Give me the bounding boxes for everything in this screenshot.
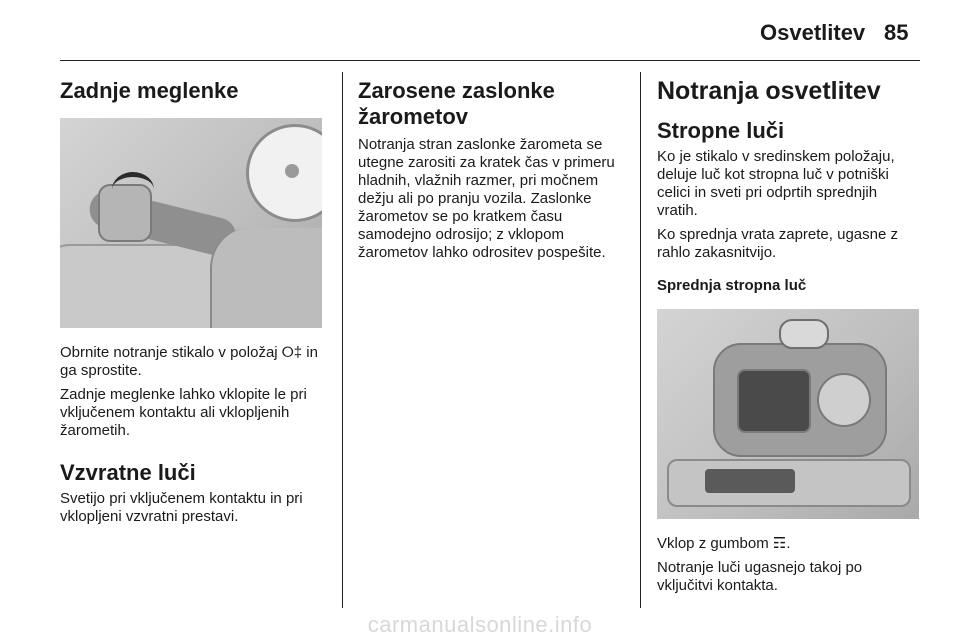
column-3 <box>657 72 919 595</box>
column-2 <box>358 72 626 262</box>
speedometer-gauge <box>246 124 322 222</box>
lamp-cutout <box>817 373 871 427</box>
rear-fog-switch-illustration <box>60 118 322 328</box>
section-heading-reversing-lights: Vzvratne luči <box>60 460 196 485</box>
section-heading-fogged-headlamps: Zarosene zaslonke žarometov <box>358 78 555 129</box>
column-1 <box>60 72 328 526</box>
watermark: carmanualsonline.info <box>367 612 593 637</box>
ceiling-lights-text-1: Ko je stikalo v sredinskem položaju, deluje luč kot stropna luč v potniški celici in sveti pri odprtih sprednjih vratih. <box>657 148 895 219</box>
subheading-front-ceiling-light: Sprednja stropna luč <box>657 277 807 294</box>
gauge-hub <box>285 164 299 178</box>
fogged-headlamps-text: Notranja stran zaslonke žarometa se utegne zarositi za kratek čas v primeru hladnih, vlažnih razmer, pri močnem dežju ali po pranju vozila. Zaslonke žarometov se po kratkem času samodejno odrosijo; z vklopom žarometov lahko odrositev pospešite. <box>358 136 615 261</box>
subheading-ceiling-lights: Stropne luči <box>657 118 785 143</box>
light-switch-button <box>779 319 829 349</box>
reversing-lights-text: Svetijo pri vključenem kontaktu in pri vklopljeni vzvratni prestavi. <box>60 490 303 525</box>
section-heading-rear-fog: Zadnje meglenke <box>60 78 239 103</box>
lamp-lens <box>737 369 811 433</box>
rotate-arrow-icon <box>112 172 154 207</box>
front-light-instruction: Vklop z gumbom ☶. <box>657 535 791 552</box>
section-heading-interior-lighting: Notranja osvetlitev <box>657 77 881 105</box>
page-header-title: Osvetlitev <box>760 20 866 45</box>
header-rule <box>60 60 920 61</box>
interior-lights-off-text: Notranje luči ugasnejo takoj po vključitvi kontakta. <box>657 559 863 594</box>
visor-mirror <box>705 469 795 493</box>
column-divider-2 <box>640 72 641 608</box>
rear-fog-instruction: Obrnite notranje stikalo v položaj ⭘‡ in ga sprostite. <box>60 344 318 379</box>
rear-fog-condition: Zadnje meglenke lahko vklopite le pri vključenem kontaktu ali vklopljenih žarometih. <box>60 386 307 439</box>
front-ceiling-light-illustration <box>657 309 919 519</box>
ceiling-lights-text-2: Ko sprednja vrata zaprete, ugasne z rahlo zakasnitvijo. <box>657 226 898 261</box>
steering-column <box>210 228 322 328</box>
column-divider-1 <box>342 72 343 608</box>
page-number: 85 <box>884 20 909 45</box>
